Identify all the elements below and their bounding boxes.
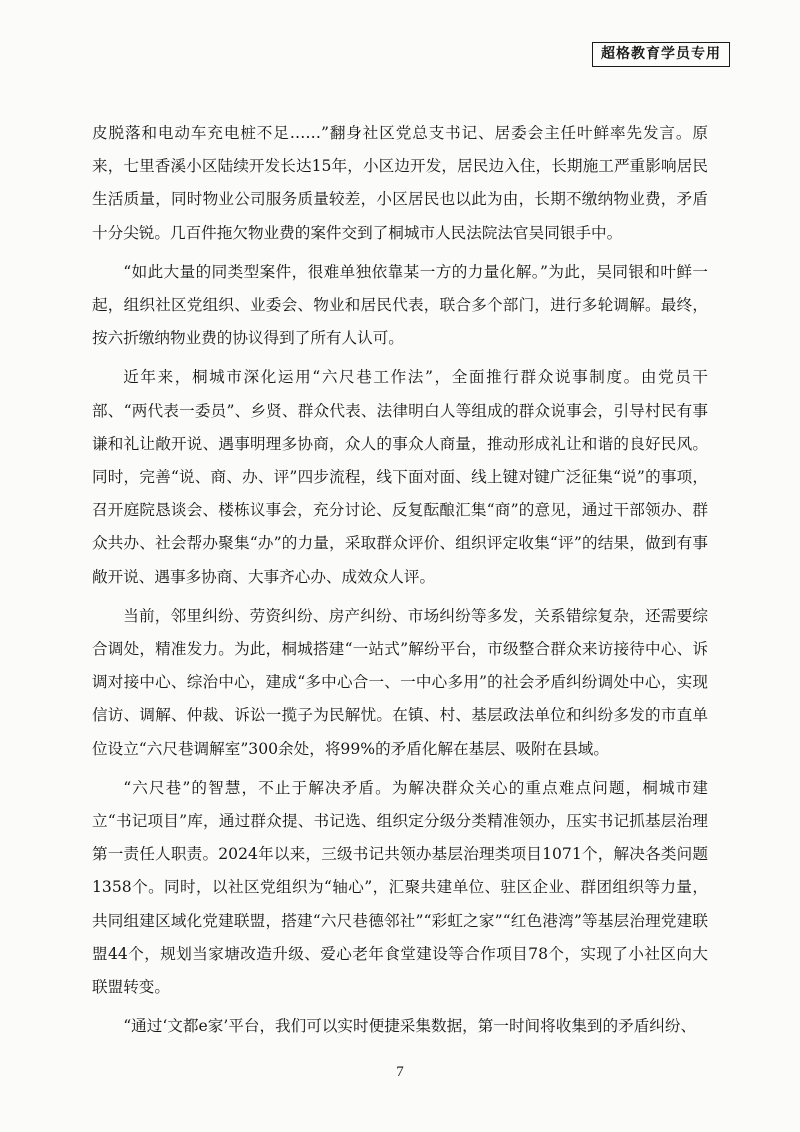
header-label: 超格教育学员专用 <box>592 42 730 67</box>
paragraph-4: 当前，邻里纠纷、劳资纠纷、房产纠纷、市场纠纷等多发，关系错综复杂，还需要综合调处，精准发力。为此，桐城搭建“一站式”解纷平台，市级整合群众来访接待中心、诉调对接中心、综治中心，建成“多中心合一、一中心多用”的社会矛盾纠纷调处中心，实现信访、调解、仲裁、诉讼一揽子为民解忧。在镇、村、基层政法单位和纠纷多发的市直单位设立“六尺巷调解室”300余处，将99%的矛盾化解在基层、吸附在县域。 <box>92 606 708 758</box>
paragraph-2: “如此大量的同类型案件，很难单独依靠某一方的力量化解。”为此，吴同银和叶鲜一起，组织社区党组织、业委会、物业和居民代表，联合多个部门，进行多轮调解。最终，按六折缴纳物业费的协议得到了所有人认可。 <box>92 262 708 348</box>
document-body <box>92 117 708 1043</box>
paragraph-5: “六尺巷”的智慧，不止于解决矛盾。为解决群众关心的重点难点问题，桐城市建立“书记项目”库，通过群众提、书记选、组织定分级分类精准领办，压实书记抓基层治理第一责任人职责。2024年以来，三级书记共领办基层治理类项目1071个，解决各类问题1358个。同时，以社区党组织为“轴心”，汇聚共建单位、驻区企业、群团组织等力量，共同组建区域化党建联盟，搭建“六尺巷德邻社”“彩虹之家”“红色港湾”等基层治理党建联盟44个，规划当家塘改造升级、爱心老年食堂建设等合作项目78个，实现了小社区向大联盟转变。 <box>92 778 708 997</box>
paragraph-3: 近年来，桐城市深化运用“六尺巷工作法”，全面推行群众说事制度。由党员干部、“两代表一委员”、乡贤、群众代表、法律明白人等组成的群众说事会，引导村民有事谦和礼让敞开说、遇事明理多协商，众人的事众人商量，推动形成礼让和谐的良好民风。同时，完善“说、商、办、评”四步流程，线下面对面、线上键对键广泛征集“说”的事项，召开庭院恳谈会、楼栋议事会，充分讨论、反复酝酿汇集“商”的意见，通过干部领办、群众共办、社会帮办聚集“办”的力量，采取群众评价、组织评定收集“评”的结果，做到有事敞开说、遇事多协商、大事齐心办、成效众人评。 <box>92 368 708 586</box>
page-number: 7 <box>396 1064 404 1080</box>
paragraph-1: 皮脱落和电动车充电桩不足……”翻身社区党总支书记、居委会主任叶鲜率先发言。原来，七里香溪小区陆续开发长达15年，小区边开发，居民边入住，长期施工严重影响居民生活质量，同时物业公司服务质量较差，小区居民也以此为由，长期不缴纳物业费，矛盾十分尖锐。几百件拖欠物业费的案件交到了桐城市人民法院法官吴同银手中。 <box>92 124 708 242</box>
paragraph-6: “通过‘文都e家’平台，我们可以实时便捷采集数据，第一时间将收集到的矛盾纠纷、 <box>123 1017 697 1036</box>
